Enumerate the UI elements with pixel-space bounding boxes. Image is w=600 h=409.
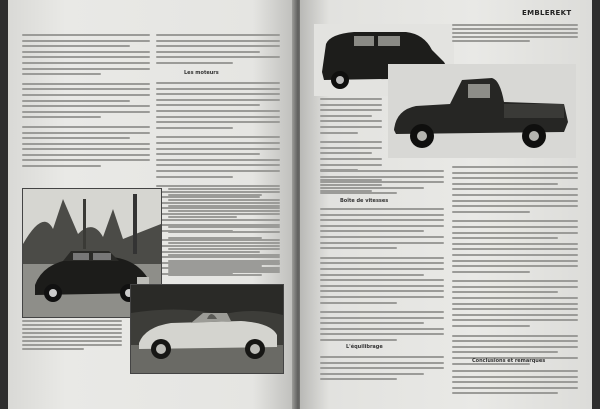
- cabriolet-car-photo: [130, 284, 284, 374]
- berline-caption: [22, 320, 122, 352]
- right-text-column-3: [320, 208, 444, 345]
- right-page: [300, 0, 592, 409]
- right-text-column-6: [452, 370, 578, 398]
- heading-les-moteurs: Les moteurs: [184, 70, 219, 76]
- right-text-column-2: [320, 170, 444, 198]
- right-text-column-5: [452, 166, 578, 368]
- left-text-column-1: [22, 34, 150, 171]
- van-caption: [452, 24, 578, 44]
- pickup-car-photo: [388, 64, 576, 158]
- left-text-column-2: [156, 34, 280, 68]
- running-head-title: EMBLEREKT: [522, 9, 572, 17]
- left-text-bottom: [168, 254, 280, 276]
- left-page: [8, 0, 296, 409]
- right-text-column-4: [320, 356, 444, 384]
- heading-equilibrage: L'équilibrage: [346, 344, 383, 350]
- heading-conclusions: Conclusions et remarques: [472, 358, 546, 364]
- heading-boite-vitesses: Boîte de vitesses: [340, 198, 389, 204]
- right-running-head: [522, 9, 571, 17]
